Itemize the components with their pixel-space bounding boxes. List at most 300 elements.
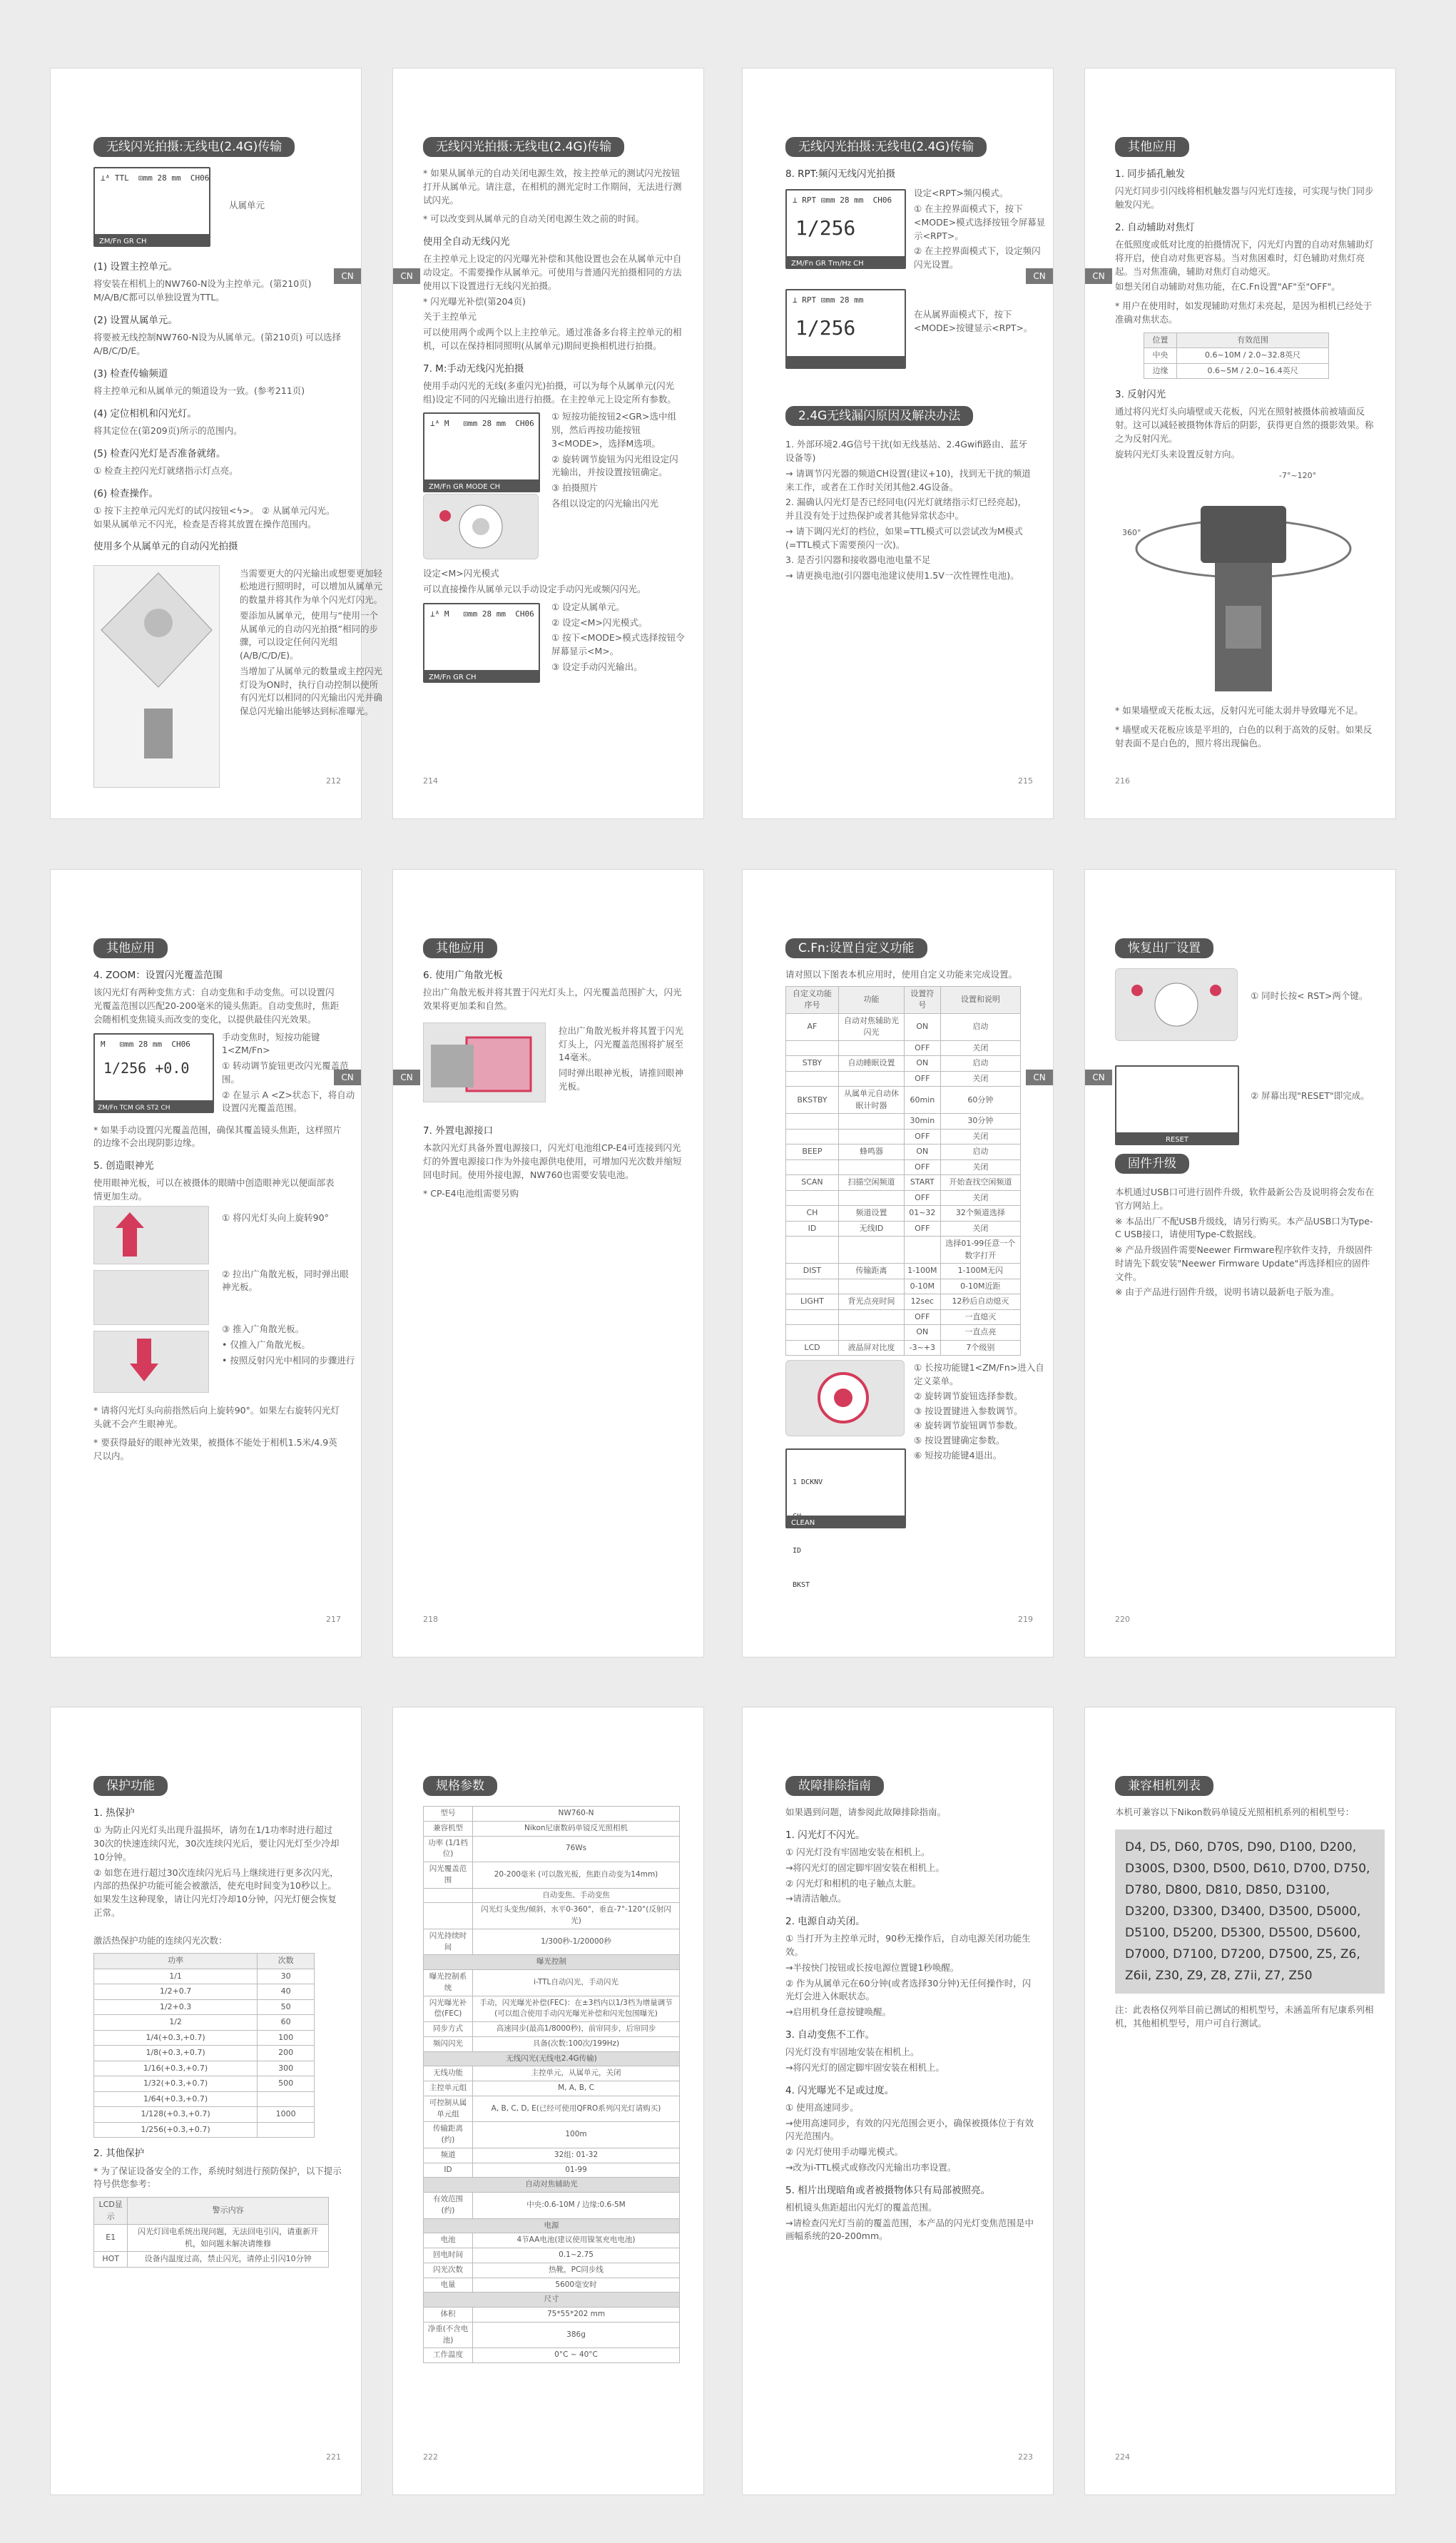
- step-text: ② 设定<M>闪光模式。: [551, 616, 648, 628]
- table-cell: 1000: [258, 2107, 315, 2123]
- table-cell: [838, 1279, 904, 1294]
- step-text: ① 按下主控单元闪光灯的试闪按钮<ϟ>。 ② 从属单元闪光。如果从属单元不闪光，检查是否将其放置在操作范围内。: [93, 504, 335, 529]
- section-heading: 3. 自动变焦不工作。: [785, 2029, 875, 2041]
- table-cell: 闪光持续时间: [424, 1929, 473, 1955]
- table-cell: 体积: [424, 2308, 473, 2323]
- step-item: [93, 313, 342, 358]
- paragraph: 拉出广角散光板并将其置于闪光灯头上，闪光覆盖范围扩大，闪光效果将更加柔和自然。: [423, 987, 682, 1011]
- up-arrow-icon: [94, 1207, 208, 1264]
- table-cell: 液晶屏对比度: [838, 1340, 904, 1356]
- table-header: 有效范围: [1177, 333, 1329, 348]
- table-section-label: 自动对焦辅助光: [424, 2178, 680, 2193]
- paragraph: 使用手动闪光的无线(多重闪光)拍摄，可以为每个从属单元(闪光组)设定不同的闪光输出进行拍摄。在主控单元上设定所有参数。: [423, 380, 676, 405]
- table-cell: [786, 1129, 839, 1144]
- table-header: 位置: [1144, 333, 1177, 348]
- step-text: ⑥ 短按功能键4退出。: [914, 1449, 1002, 1461]
- table-cell: 1/1: [94, 1969, 258, 1984]
- table-cell: 传输距离(约): [424, 2122, 473, 2148]
- table-row: [424, 2036, 680, 2051]
- page-title: 无线闪光拍摄:无线电(2.4G)传输: [423, 137, 624, 157]
- step-text: ⑤ 按设置键确定参数。: [914, 1435, 1005, 1446]
- table-cell: 边缘: [1144, 363, 1177, 379]
- table-row: [424, 2066, 680, 2081]
- paragraph: 激活热保护功能的连续闪光次数：: [93, 1934, 228, 1946]
- table-cell: [905, 1237, 941, 1264]
- table-cell: 01-99: [473, 2163, 680, 2178]
- manual-page: [742, 869, 1054, 1658]
- page-title: C.Fn:设置自定义功能: [785, 938, 927, 958]
- troubleshooting-line: ① 当打开为主控单元时，90秒无操作后，自动电源关闭功能生效。: [785, 1933, 1031, 1957]
- note: * 可以改变到从属单元的自动关闭电源生效之前的时间。: [423, 213, 645, 225]
- table-cell: 0.6~5M / 2.0~16.4英尺: [1177, 363, 1329, 379]
- table-cell: [786, 1325, 839, 1341]
- table-cell: [424, 1903, 473, 1929]
- table-cell: 从属单元自动休眠计时器: [838, 1087, 904, 1114]
- lcd-power-value: 1/256: [795, 316, 856, 340]
- paragraph: 关于主控单元: [423, 311, 477, 323]
- paragraph: 当需要更大的闪光输出或想要更加轻松地进行照明时，可以增加从属单元的数量并将其作为单个闪光灯闪光。: [240, 567, 383, 605]
- table-cell: 手动，闪光曝光补偿(FEC)：在±3档内以1/3档为增量调节(可以组合使用手动闪光曝光补偿和闪光包围曝光): [473, 1996, 680, 2022]
- table-cell: 30分钟: [940, 1114, 1020, 1130]
- flash-head-illustration: [93, 1206, 209, 1264]
- table-cell: 启动: [940, 1056, 1020, 1072]
- table-cell: 背光点亮时间: [838, 1294, 904, 1310]
- lcd-function-bar: [787, 256, 905, 268]
- table-cell: 具备(次数:100次/199Hz): [473, 2036, 680, 2051]
- page-number: 218: [423, 1614, 438, 1624]
- table-cell: 76Ws: [473, 1836, 680, 1862]
- note: * 要获得最好的眼神光效果，被摄体不能处于相机1.5米/4.9英尺以内。: [93, 1437, 337, 1461]
- table-cell: OFF: [905, 1129, 941, 1144]
- table-cell: 电量: [424, 2278, 473, 2293]
- table-cell: SCAN: [786, 1175, 839, 1191]
- table-row: [94, 2061, 315, 2076]
- paragraph: * 闪光曝光补偿(第204页): [423, 295, 526, 307]
- wide-panel-illustration: [423, 1022, 546, 1102]
- troubleshooting-line: →改为i-TTL模式或修改闪光输出功率设置。: [785, 2161, 957, 2173]
- table-cell: 主控单元，从属单元，关闭: [473, 2066, 680, 2081]
- spec-table-body: [424, 1807, 680, 2363]
- table-section-row: [424, 2178, 680, 2193]
- step-text: • 按照反射闪光中相同的步骤进行: [222, 1354, 355, 1366]
- table-cell: 0.6~10M / 2.0~32.8英尺: [1177, 348, 1329, 364]
- table-row: [424, 1888, 680, 1903]
- manual-page: [1084, 869, 1396, 1658]
- table-row: [94, 2030, 315, 2046]
- page-number: 223: [1018, 2452, 1033, 2462]
- troubleshooting-line: ② 作为从属单元在60分钟(或者选择30分钟)无任何操作时，闪光灯会进入休眠状态。: [785, 1977, 1032, 2002]
- table-cell: [424, 1888, 473, 1903]
- section-heading: 2. 其他保护: [93, 2148, 145, 2160]
- troubleshooting-line: →请清洁触点。: [785, 1893, 847, 1904]
- table-cell: 闪光灯头变焦/倾斜，水平0-360°，垂直-7°-120°(反射闪光): [473, 1903, 680, 1929]
- table-cell: 1/256(+0.3,+0.7): [94, 2122, 258, 2138]
- table-cell: 300: [258, 2061, 315, 2076]
- table-row: [786, 1040, 1021, 1056]
- section-heading: 8. RPT:频闪无线闪光拍摄: [785, 168, 896, 180]
- table-section-label: 曝光控制: [424, 1955, 680, 1970]
- language-tab: CN: [1026, 1070, 1053, 1085]
- table-row: [786, 1056, 1021, 1072]
- manual-page: [1084, 1707, 1396, 2495]
- spec-table: [423, 1806, 680, 2363]
- section-banner: 2.4G无线漏闪原因及解决办法: [785, 406, 973, 426]
- control-panel-illustration: [785, 1360, 905, 1436]
- table-cell: CH: [786, 1206, 839, 1222]
- step-text: ② 拉出广角散光板，同时弹出眼神光板。: [222, 1268, 349, 1293]
- table-cell: [838, 1190, 904, 1206]
- table-cell: [786, 1071, 839, 1087]
- section-heading: 使用多个从属单元的自动闪光拍摄: [93, 541, 238, 553]
- step-text: ① 检查主控闪光灯就绪指示灯点亮。: [93, 465, 238, 476]
- troubleshooting-line: ① 闪光灯没有牢固地安装在相机上。: [785, 1847, 930, 1857]
- table-cell: 自动睡眠设置: [838, 1056, 904, 1072]
- table-row: [786, 1325, 1021, 1341]
- step-text: 在从属界面模式下，按下<MODE>按键显示<RPT>。: [914, 309, 1033, 333]
- table-cell: ID: [424, 2163, 473, 2178]
- table-cell: [258, 2091, 315, 2107]
- table-cell: STBY: [786, 1056, 839, 1072]
- table-row: [786, 1309, 1021, 1325]
- table-cell: [838, 1114, 904, 1130]
- table-cell: 1/2+0.3: [94, 1999, 258, 2015]
- reason-line: → 请调节闪光器的频道CH设置(建议+10)，找到无干扰的频道来工作，或者在工作时关闭其他2.4G设备。: [785, 467, 1031, 492]
- lcd-top-line: ⊥ RPT ⊡mm 28 mm: [793, 295, 864, 305]
- table-section-label: 无线闪光(无线电2.4G传输): [424, 2051, 680, 2066]
- diffuser-panel-icon: [424, 1023, 545, 1102]
- troubleshooting-line: →将闪光灯的固定脚牢固安装在相机上。: [785, 1862, 945, 1873]
- table-cell: [786, 1309, 839, 1325]
- troubleshooting-list: [785, 1828, 1034, 2243]
- table-cell: 关闭: [940, 1159, 1020, 1175]
- cfn-table-body: [786, 1013, 1021, 1356]
- step-item: [93, 447, 342, 478]
- step-text: ④ 旋转调节旋钮调节参数。: [914, 1420, 1023, 1431]
- table-cell: 0-10M: [905, 1279, 941, 1294]
- table-row: [94, 2122, 315, 2138]
- table-cell: 1/64(+0.3,+0.7): [94, 2091, 258, 2107]
- troubleshooting-line: 相机镜头焦距超出闪光灯的覆盖范围。: [785, 2201, 937, 2213]
- reason-line: → 请下调闪光灯的档位，如果=TTL模式可以尝试改为M模式(=TTL模式下需要预闪一次)。: [785, 525, 1023, 550]
- table-cell: [838, 1071, 904, 1087]
- lcd-bar-label: ZM/Fn GR Tm/Hz CH: [791, 260, 864, 268]
- lcd-function-bar: [424, 670, 539, 681]
- section-heading: 5. 相片出现暗角或者被摄物体只有局部被照亮。: [785, 2184, 991, 2196]
- table-cell: 20-200毫米 (可以散光板，焦距自动变为14mm): [473, 1862, 680, 1889]
- page-number: 220: [1115, 1614, 1130, 1624]
- section-heading: 使用全自动无线闪光: [423, 236, 510, 248]
- step-text: 设定<RPT>频闪模式。: [914, 188, 1009, 199]
- lcd-power-value: 1/256 +0.0: [103, 1059, 190, 1077]
- table-cell: 1/2: [94, 2015, 258, 2031]
- reason-line: 3. 是否引闪器和接收器电池电量不足: [785, 554, 931, 566]
- table-row: [424, 1929, 680, 1955]
- table-cell: 选择01-99任意一个数字打开: [940, 1237, 1020, 1264]
- paragraph: 闪光灯同步引闪线将相机触发器与闪光灯连接，可实现与快门同步触发闪光。: [1115, 186, 1374, 210]
- table-cell: ON: [905, 1013, 941, 1040]
- lcd-power-value: 1/256: [795, 216, 856, 240]
- table-cell: 电池: [424, 2233, 473, 2248]
- manual-page: [742, 68, 1054, 819]
- table-header: 功率: [94, 1954, 258, 1969]
- table-header: 设置和说明: [940, 986, 1020, 1013]
- troubleshooting-line: →启用机身任意按键唤醒。: [785, 2006, 891, 2017]
- table-cell: 1/16(+0.3,+0.7): [94, 2061, 258, 2076]
- table-row: [424, 2163, 680, 2178]
- table-header: LCD显示: [94, 2198, 128, 2225]
- angle-label: -7°~120°: [1279, 471, 1317, 481]
- table-cell: OFF: [905, 1221, 941, 1237]
- lcd-bar-label: ZM/Fn GR CH: [429, 673, 477, 681]
- table-cell: LIGHT: [786, 1294, 839, 1310]
- flash-layout-diagram: [94, 566, 219, 787]
- table-cell: 自动对焦辅助光闪光: [838, 1013, 904, 1040]
- note: * 如果墙壁或天花板太远，反射闪光可能太弱并导致曝光不足。: [1115, 705, 1363, 716]
- table-cell: 高速同步(最高1/8000秒)，前帘同步，后帘同步: [473, 2022, 680, 2037]
- step-text: 各组以设定的闪光输出闪光: [551, 497, 659, 509]
- table-cell: [838, 1309, 904, 1325]
- table-cell: [838, 1129, 904, 1144]
- caption: 拉出广角散光板并将其置于闪光灯头上，闪光覆盖范围将扩展至14毫米。: [559, 1025, 684, 1063]
- lcd-bar-label: ZM/Fn TCM GR ST2 CH: [98, 1104, 170, 1112]
- page-number: 212: [326, 776, 341, 786]
- table-row: [424, 2233, 680, 2248]
- table-cell: [786, 1190, 839, 1206]
- table-row: [424, 1836, 680, 1862]
- table-cell: 1/4(+0.3,+0.7): [94, 2030, 258, 2046]
- lcd-caption: 从属单元: [229, 200, 265, 210]
- table-cell: 1/2+0.7: [94, 1984, 258, 2000]
- section-heading: 1. 热保护: [93, 1807, 135, 1819]
- step-text: 手动变焦时，短按功能键1<ZM/Fn>: [222, 1031, 320, 1056]
- table-cell: 01~32: [905, 1206, 941, 1222]
- step-text: ③ 按设置键进入参数调节。: [914, 1405, 1023, 1416]
- table-row: [94, 2225, 329, 2252]
- paragraph: 本款闪光灯具备外置电源接口，闪光灯电池组CP-E4可连接到闪光灯的外置电源接口作为外接电源供电使用，可增加闪光次数并缩短回电时间。使用外接电源，NW760也需要安装电池。: [423, 1142, 682, 1180]
- table-cell: 扫描空闲频道: [838, 1175, 904, 1191]
- step-heading: (5) 检查闪光灯是否准备就绪。: [93, 447, 226, 460]
- table-row: [94, 1984, 315, 2000]
- table-cell: [786, 1114, 839, 1130]
- dial-icon: [786, 1361, 904, 1436]
- paragraph: 可以使用两个或两个以上主控单元。通过准备多台将主控单元的相机，可以在保持相同照明(从属单元)期间更换相机进行拍摄。: [423, 327, 682, 351]
- table-row: [94, 2046, 315, 2061]
- section-heading: 2. 自动辅助对焦灯: [1115, 221, 1195, 233]
- table-cell: HOT: [94, 2252, 128, 2268]
- menu-row: 1 DCKNV: [793, 1478, 823, 1487]
- page-number: 219: [1018, 1614, 1033, 1624]
- step-text: ① 短按功能按钮2<GR>选中组别，然后再按功能按钮3<MODE>，选择M选项。: [551, 411, 676, 449]
- table-cell: 净重(不含电池): [424, 2322, 473, 2348]
- note: * CP-E4电池组需要另购: [423, 1188, 519, 1199]
- caption: 同时弹出眼神光板，请推回眼神光板。: [559, 1067, 684, 1092]
- step-item: [93, 407, 342, 438]
- paragraph: * 为了保证设备安全的工作，系统时刻进行预防保护，以下提示符号供您参考：: [93, 2165, 342, 2190]
- note: * 如果手动设置闪光覆盖范围，确保其覆盖镜头焦距，这样照片的边缘不会出现阴影边缘。: [93, 1124, 342, 1149]
- table-section-row: [424, 1955, 680, 1970]
- lcd-screen: [93, 167, 210, 247]
- manual-page: [50, 68, 383, 819]
- page-number: 222: [423, 2452, 438, 2462]
- table-header: 功能: [838, 986, 904, 1013]
- table-cell: 40: [258, 1984, 315, 2000]
- table-section-row: [424, 2218, 680, 2233]
- table-cell: 60min: [905, 1087, 941, 1114]
- table-cell: 60: [258, 2015, 315, 2031]
- manual-page: [1084, 68, 1396, 819]
- table-cell: ON: [905, 1325, 941, 1341]
- troubleshooting-line: →使用高速同步，有效的闪光范围会更小，确保被摄体位于有效闪光范围内。: [785, 2117, 1034, 2142]
- table-cell: 启动: [940, 1144, 1020, 1160]
- note: * 用户在使用时，如发现辅助对焦灯未亮起，是因为相机已经处于准确对焦状态。: [1115, 300, 1373, 325]
- troubleshooting-line: ② 闪光灯和相机的电子触点太脏。: [785, 1877, 922, 1889]
- table-cell: 0.1~2.75: [473, 2248, 680, 2263]
- table-cell: 中央:0.6-10M / 边缘:0.6-5M: [473, 2193, 680, 2219]
- step-heading: (4) 定位相机和闪光灯。: [93, 407, 197, 420]
- table-row: [94, 2076, 315, 2092]
- table-cell: 一直熄灭: [940, 1309, 1020, 1325]
- table-row: [424, 1903, 680, 1929]
- table-row: [786, 1340, 1021, 1356]
- language-tab: CN: [393, 1070, 420, 1085]
- table-cell: 500: [258, 2076, 315, 2092]
- table-cell: 自动变焦、手动变焦: [473, 1888, 680, 1903]
- control-panel-illustration: [423, 494, 539, 559]
- table-cell: 传输距离: [838, 1264, 904, 1279]
- table-cell: [786, 1279, 839, 1294]
- page-title: 保护功能: [93, 1776, 168, 1796]
- table-cell: 同步方式: [424, 2022, 473, 2037]
- page-title: 兼容相机列表: [1115, 1776, 1213, 1796]
- step-text: ③ 设定手动闪光输出。: [551, 661, 643, 672]
- table-cell: 100: [258, 2030, 315, 2046]
- table-row: [786, 1206, 1021, 1222]
- table-cell: 关闭: [940, 1190, 1020, 1206]
- lcd-function-bar: [787, 356, 905, 367]
- lcd-top-line: ⊥ᴬ TTL ⊡mm 28 mm CH06: [101, 173, 210, 183]
- table-cell: 闪光次数: [424, 2263, 473, 2278]
- paragraph: 如想关闭自动辅助对焦功能，在C.Fn设置"AF"至"OFF"。: [1115, 281, 1340, 293]
- reason-line: 2. 漏确认闪光灯是否已经同电(闪光灯就绪指示灯已经亮起)，并且没有处于过热保护或者其他异常状态中。: [785, 497, 1027, 521]
- step-item: [93, 487, 342, 532]
- table-row: [424, 2096, 680, 2122]
- menu-rows: [793, 1454, 835, 1614]
- table-cell: 兼容机型: [424, 1821, 473, 1836]
- page-number: 221: [326, 2452, 341, 2462]
- manual-page: [392, 1707, 704, 2495]
- table-row: [786, 1129, 1021, 1144]
- lcd-function-bar: [787, 1516, 905, 1527]
- language-tab: CN: [1026, 268, 1053, 284]
- warning-table: [93, 2197, 329, 2268]
- step-heading: (1) 设置主控单元。: [93, 261, 178, 273]
- table-cell: 7个级别: [940, 1340, 1020, 1356]
- paragraph: 使用眼神光板，可以在被摄体的眼睛中创造眼神光以便面部表情更加生动。: [93, 1177, 335, 1202]
- table-cell: M, A, B, C: [473, 2081, 680, 2096]
- lcd-function-bar: [1116, 1132, 1238, 1144]
- table-cell: ID: [786, 1221, 839, 1237]
- step-heading: (3) 检查传输频道: [93, 367, 168, 380]
- table-row: [424, 1996, 680, 2022]
- lcd-top-line: ⊥ᴬ M ⊡mm 28 mm CH06: [430, 609, 534, 619]
- step-item: [93, 260, 342, 305]
- manual-page: [392, 68, 704, 819]
- paragraph: ※ 本品出厂不配USB升级线，请另行购买。本产品USB口为Type-C USB接口，请使用Type-C数据线。: [1115, 1215, 1373, 1240]
- paragraph: 旋转闪光灯头来设置反射方向。: [1115, 448, 1241, 460]
- table-row: [786, 1294, 1021, 1310]
- step-text: ① 在主控界面模式下，按下<MODE>模式选择按钮令屏幕显示<RPT>。: [914, 203, 1046, 241]
- table-cell: 工作温度: [424, 2348, 473, 2363]
- table-row: [786, 1221, 1021, 1237]
- paragraph: ※ 由于产品进行固件升级，说明书请以最新电子版为准。: [1115, 1286, 1340, 1298]
- table-cell: [786, 1159, 839, 1175]
- table-header: 警示内容: [128, 2198, 329, 2225]
- table-cell: 蜂鸣器: [838, 1144, 904, 1160]
- table-cell: 1-100M无闪: [940, 1264, 1020, 1279]
- table-section-row: [424, 2293, 680, 2308]
- note: * 墙壁或天花板应该是平坦的，白色的以利于高效的反射。如果反射表面不是白色的，照片将出现偏色。: [1115, 724, 1373, 748]
- step-text: 将其定位在(第209页)所示的范围内。: [93, 425, 243, 436]
- step-text: ① 设定从属单元。: [551, 601, 625, 612]
- table-cell: 1/32(+0.3,+0.7): [94, 2076, 258, 2092]
- lcd-screen: [1115, 1065, 1239, 1145]
- table-cell: DIST: [786, 1264, 839, 1279]
- table-row: [1144, 363, 1329, 379]
- table-row: [786, 1013, 1021, 1040]
- paragraph: 通过将闪光灯头向墙壁或天花板，闪光在照射被摄体前被墙面反射。这可以减轻被摄物体背后的阴影，获得更自然的摄影效果。称之为反射闪光。: [1115, 406, 1374, 444]
- table-cell: [786, 1040, 839, 1056]
- table-row: [94, 2015, 315, 2031]
- paragraph: 该闪光灯有两种变焦方式：自动变焦和手动变焦。可以设置闪光覆盖范围以匹配20-200毫米的镜头焦距。自动变焦时，焦距会随相机变焦镜头而改变的变化，以提供最佳闪光效果。: [93, 987, 340, 1025]
- table-row: [786, 1175, 1021, 1191]
- table-cell: NW760-N: [473, 1807, 680, 1822]
- table-row: [424, 1821, 680, 1836]
- troubleshooting-line: ② 闪光灯使用手动曝光模式。: [785, 2146, 904, 2157]
- table-row: [786, 1144, 1021, 1160]
- table-row: [424, 2322, 680, 2348]
- table-row: [424, 2348, 680, 2363]
- table-cell: 启动: [940, 1013, 1020, 1040]
- lcd-top-line: ⊥ᴬ M ⊡mm 28 mm CH06: [430, 419, 534, 429]
- table-row: [786, 1237, 1021, 1264]
- table-cell: 386g: [473, 2322, 680, 2348]
- table-cell: 可控制从属单元组: [424, 2096, 473, 2122]
- manual-page: [742, 1707, 1054, 2495]
- table-cell: 关闭: [940, 1129, 1020, 1144]
- page-title: 无线闪光拍摄:无线电(2.4G)传输: [785, 137, 987, 157]
- note: * 请将闪光灯头向前指然后向上旋转90°。如果左右旋转闪光灯头就不会产生眼神光。: [93, 1404, 340, 1429]
- step-text: ① 转动调节旋钮更改闪光覆盖范围。: [222, 1060, 349, 1085]
- step-text: 将主控单元和从属单元的频道设为一致。(参考211页): [93, 385, 305, 396]
- table-cell: AF: [786, 1013, 839, 1040]
- troubleshooting-line: →请检查闪光灯当前的覆盖范围，本产品的闪光灯变焦范围是中画幅系统的20-200mm。: [785, 2217, 1034, 2242]
- table-cell: BKSTBY: [786, 1087, 839, 1114]
- page-title: 规格参数: [423, 1776, 497, 1796]
- table-cell: 32组: 01-32: [473, 2148, 680, 2163]
- page-title: 其他应用: [1115, 137, 1189, 157]
- table-cell: 主控单元组: [424, 2081, 473, 2096]
- manual-page: [50, 1707, 362, 2495]
- multi-slave-illustration: [93, 565, 220, 788]
- table-cell: OFF: [905, 1071, 941, 1087]
- table-cell: 1/128(+0.3,+0.7): [94, 2107, 258, 2123]
- step-text: ② 屏幕出现"RESET"即完成。: [1251, 1090, 1370, 1101]
- table-cell: -3~+3: [905, 1340, 941, 1356]
- paragraph: 可以直接操作从属单元以手动设定手动闪光或频闪闪光。: [423, 584, 646, 594]
- table-cell: 无线ID: [838, 1221, 904, 1237]
- table-cell: 闪光灯回电系统出现问题，无法回电引闪，请重新开机，如问题未解决请维修: [128, 2225, 329, 2252]
- page-number: 214: [423, 776, 438, 786]
